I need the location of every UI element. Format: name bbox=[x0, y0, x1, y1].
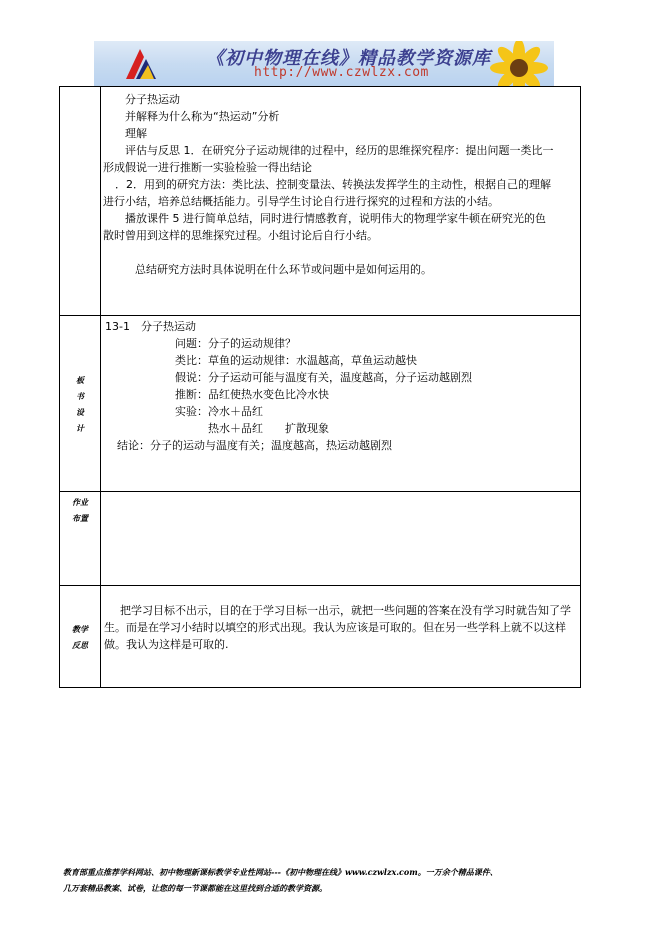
footer-line-1: 教育部重点推荐学科网站、初中物理新课标教学专业性网站---《初中物理在线》www.czwlzx.com。一万余个精品课件、 bbox=[63, 867, 498, 877]
text-line: 播放课件 5 进行简单总结，同时进行情感教育，说明伟大的物理学家牛顿在研究光的色 bbox=[125, 212, 546, 225]
text-line: 形成假说一进行推断一实验检验一得出结论 bbox=[103, 161, 312, 174]
text-line: 并解释为什么称为“热运动”分析 bbox=[125, 110, 280, 123]
banner-title: 《初中物理在线》精品教学资源库 bbox=[206, 48, 491, 69]
homework-row bbox=[60, 492, 581, 586]
conclusion-line: 结论：分子的运动与温度有关；温度越高，热运动越剧烈 bbox=[117, 439, 392, 452]
blackboard-content-cell bbox=[101, 316, 581, 492]
text-line: 问题：分子的运动规律？ bbox=[175, 337, 296, 350]
blackboard-heading: 13-1 分子热运动 bbox=[105, 320, 196, 333]
reflection-content-cell bbox=[101, 586, 581, 688]
text-line: 评估与反思 1．在研究分子运动规律的过程中，经历的思维探究程序：提出问题一类比一 bbox=[125, 144, 554, 157]
text-line: 进行小结，培养总结概括能力。引导学生讨论自行进行探究的过程和方法的小结。 bbox=[103, 195, 499, 208]
banner-url[interactable]: http://www.czwlzx.com bbox=[254, 65, 429, 80]
process-content-cell bbox=[101, 87, 581, 316]
text-line bbox=[101, 244, 580, 261]
homework-content-cell bbox=[101, 492, 581, 586]
text-line: 热水＋品红 扩散现象 bbox=[175, 422, 329, 435]
text-line: ．2．用到的研究方法：类比法、控制变量法、转换法发挥学生的主动性，根据自己的理解 bbox=[115, 178, 551, 191]
footer-line-2: 几万套精品教案、试卷，让您的每一节课都能在这里找到合适的教学资源。 bbox=[63, 883, 327, 893]
lesson-plan-table bbox=[59, 86, 581, 688]
text-line: 总结研究方法时具体说明在什么环节或问题中是如何运用的。 bbox=[135, 263, 432, 276]
text-line: 实验：冷水＋品红 bbox=[175, 405, 263, 418]
text-line: 理解 bbox=[125, 127, 147, 140]
reflection-text: 把学习目标不出示，目的在于学习目标一出示，就把一些问题的答案在没有学习时就告知了学生。而是在学习小结时以填空的形式出现。我认为应该是可取的。但在另一些学科上就不以这样做。我认为这样是可取的. bbox=[104, 604, 571, 651]
header-banner bbox=[94, 41, 554, 87]
text-line: 假说：分子运动可能与温度有关，温度越高，分子运动越剧烈 bbox=[175, 371, 472, 384]
page-footer bbox=[63, 864, 603, 896]
process-row bbox=[60, 87, 581, 316]
sunflower-icon bbox=[484, 41, 554, 87]
site-logo-icon bbox=[120, 45, 160, 83]
text-line: 散时曾用到这样的思维探究过程。小组讨论后自行小结。 bbox=[103, 229, 378, 242]
reflection-label: 教学 反思 bbox=[60, 586, 101, 688]
homework-label: 作业 布置 bbox=[60, 492, 101, 586]
reflection-row bbox=[60, 586, 581, 688]
blackboard-label: 板 书 设 计 bbox=[60, 316, 101, 492]
blackboard-row bbox=[60, 316, 581, 492]
text-line: 推断：品红使热水变色比冷水快 bbox=[175, 388, 329, 401]
text-line: 分子热运动 bbox=[125, 93, 180, 106]
text-line: 类比：草鱼的运动规律：水温越高，草鱼运动越快 bbox=[175, 354, 417, 367]
process-label-cell bbox=[60, 87, 101, 316]
